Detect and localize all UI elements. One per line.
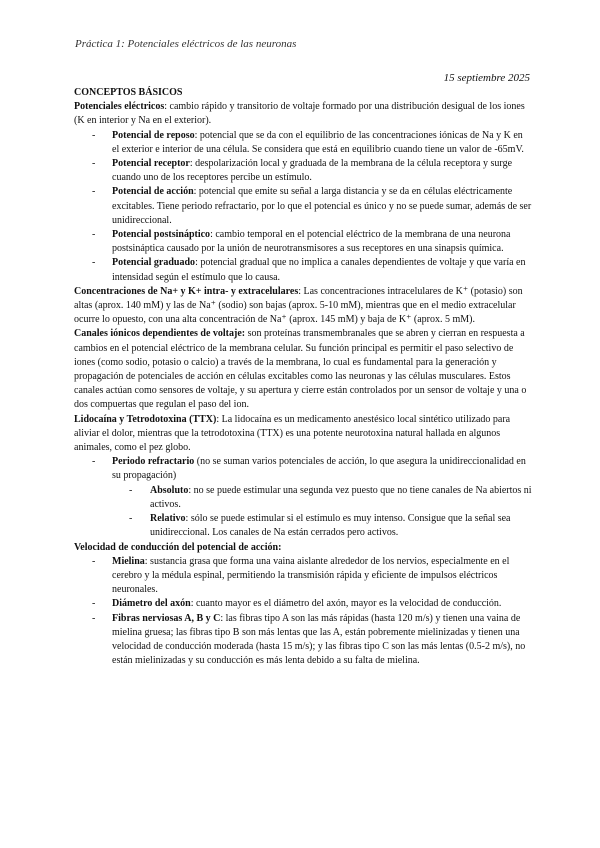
definition: : cambio temporal en el potencial eléctrico de la membrana de una neurona postsináptica causado por la unión de neurotransmisores a sus receptores en una sinapsis química. bbox=[112, 229, 511, 255]
page-header: Práctica 1: Potenciales eléctricos de las neuronas bbox=[75, 38, 297, 50]
definition: : cuanto mayor es el diámetro del axón, mayor es la velocidad de conducción. bbox=[190, 598, 502, 610]
subsection-title: Velocidad de conducción del potencial de acción: bbox=[74, 541, 282, 553]
definition: : no se puede estimular una segunda vez puesto que no tiene canales de Na abiertos ni activos. bbox=[150, 484, 532, 510]
section-title: CONCEPTOS BÁSICOS bbox=[74, 87, 183, 98]
term: Lidocaína y Tetrodotoxina (TTX) bbox=[74, 413, 217, 425]
definition: : las fibras tipo A son las más rápidas (hasta 120 m/s) y tienen una vaina de mielina gruesa; las fibras tipo B son más lentas que las A, están pobremente mielinizadas y tienen una velocidad de conducción moderada (hasta 15 m/s); y las fibras tipo C son las más lentas (0.5-2 m/s), no están mielinizadas y su conducción es más lenta debido a su falta de mielina. bbox=[112, 612, 526, 667]
date: 15 septiembre 2025 bbox=[443, 72, 530, 84]
sublist-item bbox=[112, 512, 532, 540]
list-refractario bbox=[74, 455, 532, 540]
list-item bbox=[74, 256, 532, 284]
list-item bbox=[74, 455, 532, 540]
list-velocidad bbox=[74, 555, 532, 669]
term: Diámetro del axón bbox=[112, 598, 191, 610]
definition: : La lidocaína es un medicamento anestésico local sintético utilizado para aliviar el dolor, mientras que la tetrodotoxina (TTX) es una potente neurotoxina natural hallada en algunos animales, como el pez globo. bbox=[74, 413, 511, 454]
term: Potencial receptor bbox=[112, 158, 190, 170]
list-item bbox=[74, 555, 532, 598]
definition: (no se suman varios potenciales de acción, lo que asegura la unidireccionalidad en su propagación) bbox=[112, 456, 526, 482]
list-item bbox=[74, 228, 532, 256]
sublist-item bbox=[112, 484, 532, 512]
definition: : despolarización local y graduada de la membrana de la célula receptora y surge cuando uno de los receptores percibe un estímulo. bbox=[112, 158, 513, 184]
list-item bbox=[74, 185, 532, 228]
term: Fibras nerviosas A, B y C bbox=[112, 612, 221, 624]
paragraph-lidocaina bbox=[74, 413, 532, 456]
paragraph-potenciales bbox=[74, 100, 532, 128]
document-body bbox=[74, 86, 532, 668]
paragraph-concentraciones bbox=[74, 285, 532, 328]
term: Concentraciones de Na+ y K+ intra- y extracelulares bbox=[74, 285, 299, 297]
term: Absoluto bbox=[150, 484, 189, 496]
term: Mielina bbox=[112, 555, 145, 567]
definition: : potencial gradual que no implica a canales dependientes de voltaje y que varía en intensidad según el estímulo que lo causa. bbox=[112, 257, 526, 283]
list-item bbox=[74, 612, 532, 669]
term: Potencial de acción bbox=[112, 186, 194, 198]
definition: : potencial que emite su señal a larga distancia y se da en células eléctricamente excitables. Tiene periodo refractario, por lo que el potencial es único y no se puede sumar, además de ser unidireccional. bbox=[112, 186, 532, 226]
list-item bbox=[74, 597, 532, 611]
sublist-refractario bbox=[112, 484, 532, 541]
term: Periodo refractario bbox=[112, 456, 195, 468]
term: Potenciales eléctricos bbox=[74, 101, 165, 113]
definition: : potencial que se da con el equilibrio de las concentraciones iónicas de Na y K en el exterior e interior de una célula. Se considera que está en equilibrio cuando tiene un valor de -65mV. bbox=[112, 129, 524, 155]
definition: : sustancia grasa que forma una vaina aislante alrededor de los nervios, especialmente en el cerebro y la médula espinal, permitiendo la transmisión rápida y eficiente de impulsos eléctricos neuronales. bbox=[112, 555, 510, 596]
definition: : Las concentraciones intracelulares de K⁺ (potasio) son altas (aprox. 140 mM) y las de Na⁺ (sodio) son bajas (aprox. 5-10 mM), mientras que en el medio extracelular ocurre lo opuesto, con una alta concentración de Na⁺ (aprox. 145 mM) y baja de K⁺ (aprox. 5 mM). bbox=[74, 285, 523, 326]
term: Potencial graduado bbox=[112, 257, 196, 269]
term: Relativo bbox=[150, 513, 186, 525]
list-potenciales bbox=[74, 129, 532, 285]
term: Potencial de reposo bbox=[112, 129, 195, 141]
paragraph-canales bbox=[74, 327, 532, 412]
definition: : sólo se puede estimular si el estímulo es muy intenso. Consigue que la señal sea unidireccional. Los canales de Na están cerrados pero activos. bbox=[150, 513, 511, 539]
definition: son proteínas transmembranales que se abren y cierran en respuesta a cambios en el potencial eléctrico de la membrana celular. Su función principal es permitir el paso selectivo de iones (como sodio, potasio o calcio) a través de la membrana, lo cual es fundamental para la generación y propagación de potenciales de acción en células excitables como las neuronas y las células musculares. Estos canales actúan como sensores de voltaje, y su apertura y cierre están controlados por un sensor de voltaje y una o dos compuertas que regulan el paso del ion. bbox=[74, 328, 527, 411]
list-item bbox=[74, 129, 532, 157]
term: Canales iónicos dependientes de voltaje: bbox=[74, 328, 246, 340]
list-item bbox=[74, 157, 532, 185]
definition: : cambio rápido y transitorio de voltaje formado por una distribución desigual de los iones (K en interior y Na en el exterior). bbox=[74, 101, 525, 127]
term: Potencial postsináptico bbox=[112, 229, 211, 241]
